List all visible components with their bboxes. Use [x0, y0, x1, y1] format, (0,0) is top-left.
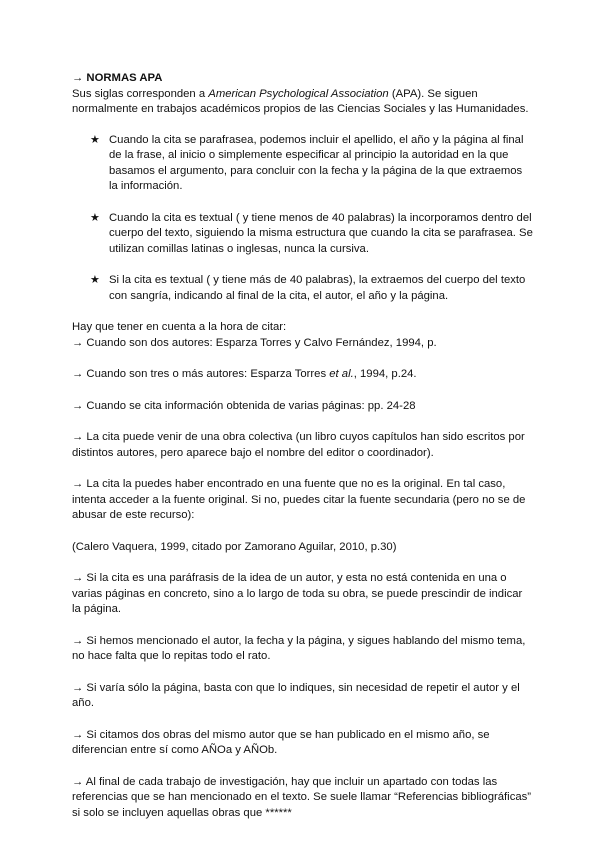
rule-three-authors-italic: et al.	[329, 368, 354, 380]
citation-example: (Calero Vaquera, 1999, citado por Zamorano Aguilar, 2010, p.30)	[72, 540, 397, 553]
document-body	[72, 71, 534, 821]
star-bullet-list	[72, 133, 534, 305]
arrow-icon: →	[72, 72, 84, 84]
list-item	[72, 211, 534, 258]
intro-paragraph	[72, 87, 534, 118]
star-icon: ★	[90, 211, 100, 224]
list-item-text: Cuando la cita se parafrasea, podemos incluir el apellido, el año y la página al final de la frase, al inicio o simplemente especificar al principio la autoridad en la que basamos el argumento, para concluir con la fecha y la página de la que extraemos la información.	[109, 133, 524, 192]
intro-italic: American Psychological Association	[208, 87, 389, 100]
rule-three-authors-start: → Cuando son tres o más autores: Esparza Torres	[72, 368, 330, 380]
rule-three-authors-end: , 1994, p.24.	[353, 368, 417, 380]
intro-text-end: (APA). Se siguen normalmente en trabajos académicos propios de las Ciencias Sociales y las Humanidades.	[72, 87, 529, 115]
list-item-text: Si la cita es textual ( y tiene más de 40 palabras), la extraemos del cuerpo del texto con sangría, indicando al final de la cita, el autor, el año y la página.	[109, 274, 526, 302]
rule-secondary-source: → La cita la puedes haber encontrado en una fuente que no es la original. En tal caso, intenta acceder a la fuente original. Si no, puedes citar la fuente secundaria (pero no se de abusar de este recurso):	[72, 478, 526, 521]
intro-text-start: Sus siglas corresponden a	[72, 87, 209, 100]
list-item	[72, 273, 534, 304]
rule-paraphrase: → Si la cita es una paráfrasis de la idea de un autor, y esta no está contenida en una o varias páginas en concreto, sino a lo largo de toda su obra, se puede prescindir de indicar la página.	[72, 572, 523, 615]
rule-references: → Al final de cada trabajo de investigación, hay que incluir un apartado con todas las referencias que se han mencionado en el texto. Se suele llamar “Referencias bibliográficas” si solo se incluyen aquellas obras que ******	[72, 775, 532, 819]
rule-two-authors: → Cuando son dos autores: Esparza Torres y Calvo Fernández, 1994, p.	[72, 336, 437, 349]
rule-three-authors	[72, 367, 534, 383]
section-title	[72, 71, 534, 87]
rule-page-change: → Si varía sólo la página, basta con que lo indiques, sin necesidad de repetir el autor y el año.	[72, 681, 520, 709]
rule-same-topic: → Si hemos mencionado el autor, la fecha y la página, y sigues hablando del mismo tema, no hace falta que lo repitas todo el rato.	[72, 634, 526, 662]
star-icon: ★	[90, 274, 100, 286]
list-item	[72, 133, 534, 195]
section-title-text: NORMAS APA	[83, 72, 163, 84]
rule-several-pages: → Cuando se cita información obtenida de varias páginas: pp. 24-28	[72, 399, 416, 412]
lead-paragraph: Hay que tener en cuenta a la hora de citar:	[72, 321, 287, 333]
list-item-text: Cuando la cita es textual ( y tiene menos de 40 palabras) la incorporamos dentro del cuerpo del texto, siguiendo la misma estructura que cuando la cita se parafrasea. Se utilizan comillas latinas o inglesas, nunca la cursiva.	[109, 211, 533, 255]
star-icon: ★	[90, 133, 100, 146]
rule-collective-work: → La cita puede venir de una obra colectiva (un libro cuyos capítulos han sido escritos por distintos autores, pero aparece bajo el nombre del editor o coordinador).	[72, 431, 525, 459]
rule-same-year: → Si citamos dos obras del mismo autor que se han publicado en el mismo año, se diferencian entre sí como AÑOa y AÑOb.	[72, 728, 490, 756]
